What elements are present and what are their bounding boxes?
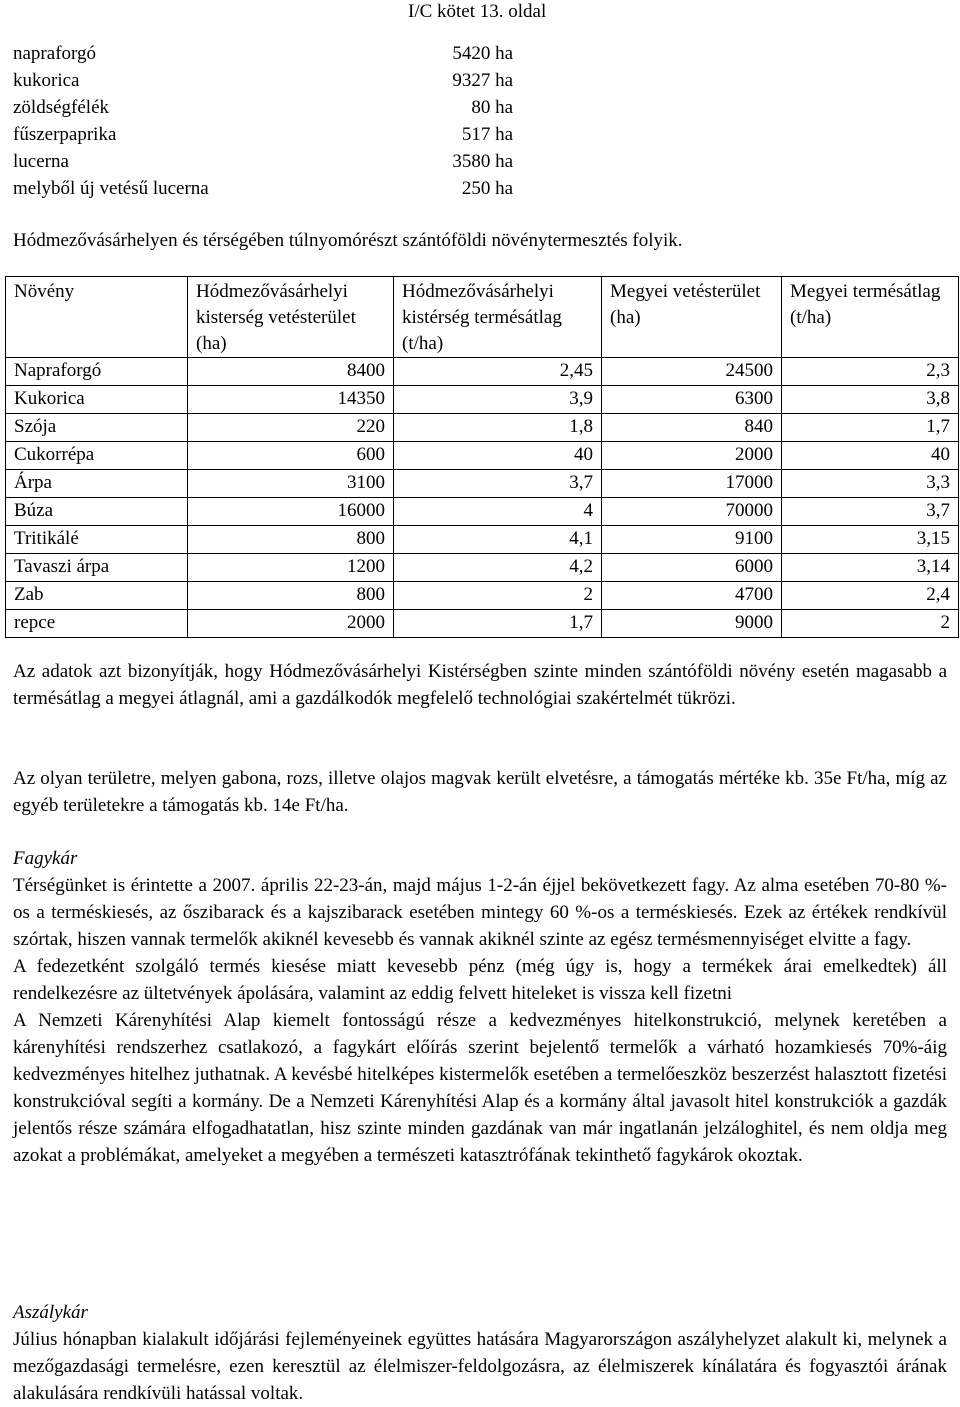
table-row [6, 414, 959, 442]
table-cell-value: 600 [188, 442, 394, 470]
table-cell-value: 800 [188, 526, 394, 554]
table-cell-value: 2 [394, 582, 602, 610]
section-aszalykar [13, 1299, 947, 1407]
crop-area-row [13, 121, 513, 148]
crop-area-name: melyből új vetésű lucerna [13, 178, 209, 199]
table-cell-value: 1200 [188, 554, 394, 582]
crop-area-value: 9327 ha [452, 70, 513, 91]
table-header-row [6, 277, 959, 358]
fagykar-paragraph-3: A Nemzeti Kárenyhítési Alap kiemelt fontosságú része a kedvezményes hitelkonstrukció, melynek keretében a kárenyhítési rendszerhez csatlakozó, a fagykárt előírás szerint bejelentő termelők a várható hozamkiesés 70%-áig kedvezményes hitelhez juthatnak. A kevésbé hitelképes kistermelők esetében a termelőeszköz beszerzést halasztott fizetési konstrukcióval segíti a kormány. De a Nemzeti Kárenyhítési Alap és a kormány által javasolt hitel konstrukciók a gazdák jelentős része számára elfogadhatatlan, hisz szinte minden gazdának van már ingatlanán jelzáloghitel, és nem oldja meg azokat a problémákat, amelyeket a megyében a természeti katasztrófának tekinthető fagykárok okoztak. [13, 1010, 947, 1166]
table-row [6, 470, 959, 498]
crop-area-value: 3580 ha [452, 151, 513, 172]
table-cell-value: 6300 [602, 386, 782, 414]
header-crop: Növény [6, 277, 188, 358]
table-cell-crop: Szója [6, 414, 188, 442]
table-cell-value: 24500 [602, 358, 782, 386]
table-cell-crop: Tavaszi árpa [6, 554, 188, 582]
table-cell-value: 14350 [188, 386, 394, 414]
table-cell-crop: Búza [6, 498, 188, 526]
heading-aszalykar: Aszálykár [13, 1302, 88, 1323]
table-cell-value: 1,7 [394, 610, 602, 638]
crop-area-row [13, 148, 513, 175]
table-cell-value: 220 [188, 414, 394, 442]
table-cell-crop: Árpa [6, 470, 188, 498]
section-fagykar [13, 845, 947, 1169]
page-header: I/C kötet 13. oldal [408, 1, 547, 22]
table-cell-value: 3,9 [394, 386, 602, 414]
table-cell-value: 4700 [602, 582, 782, 610]
crop-area-row [13, 67, 513, 94]
table-cell-value: 9100 [602, 526, 782, 554]
table-cell-value: 2 [782, 610, 959, 638]
crop-area-name: lucerna [13, 151, 69, 172]
table-cell-value: 2,4 [782, 582, 959, 610]
paragraph-data-summary: Az adatok azt bizonyítják, hogy Hódmezővásárhelyi Kistérségben szinte minden szántóföldi növény esetén magasabb a termésátlag a megyei átlagnál, ami a gazdálkodók megfelelő technológiai szakértelmét tükrözi. [13, 661, 947, 709]
table-row [6, 554, 959, 582]
crop-yield-table [5, 276, 959, 638]
fagykar-paragraph-2: A fedezetként szolgáló termés kiesése miatt kevesebb pénz (még úgy is, hogy a termékek árai emelkedtek) áll rendelkezésre az ültetvények ápolására, valamint az eddig felvett hiteleket is vissza kell fizetni [13, 956, 947, 1004]
table-cell-value: 2,3 [782, 358, 959, 386]
crop-area-name: fűszerpaprika [13, 124, 117, 145]
header-local-yield: Hódmezővásárhelyi kistérség termésátlag (t/ha) [394, 277, 602, 358]
table-cell-value: 9000 [602, 610, 782, 638]
table-cell-value: 3,14 [782, 554, 959, 582]
header-county-yield: Megyei termésátlag (t/ha) [782, 277, 959, 358]
table-cell-value: 8400 [188, 358, 394, 386]
heading-fagykar: Fagykár [13, 848, 78, 869]
crop-area-row [13, 175, 513, 202]
crop-area-value: 517 ha [461, 124, 513, 145]
table-cell-value: 6000 [602, 554, 782, 582]
table-cell-crop: Cukorrépa [6, 442, 188, 470]
table-cell-value: 2,45 [394, 358, 602, 386]
table-cell-value: 40 [782, 442, 959, 470]
table-cell-crop: Napraforgó [6, 358, 188, 386]
table-cell-value: 3,8 [782, 386, 959, 414]
crop-area-row [13, 40, 513, 67]
table-cell-value: 17000 [602, 470, 782, 498]
header-local-area: Hódmezővásárhelyi kisterség vetésterület (ha) [188, 277, 394, 358]
table-cell-crop: repce [6, 610, 188, 638]
table-cell-value: 3,15 [782, 526, 959, 554]
table-cell-value: 3,7 [394, 470, 602, 498]
table-cell-value: 4,1 [394, 526, 602, 554]
table-cell-value: 3100 [188, 470, 394, 498]
table-row [6, 442, 959, 470]
paragraph-subsidy: Az olyan területre, melyen gabona, rozs, illetve olajos magvak került elvetésre, a támogatás mértéke kb. 35e Ft/ha, míg az egyéb területekre a támogatás kb. 14e Ft/ha. [13, 768, 947, 816]
table-cell-value: 70000 [602, 498, 782, 526]
table-cell-value: 16000 [188, 498, 394, 526]
header-county-area: Megyei vetésterület (ha) [602, 277, 782, 358]
table-cell-value: 40 [394, 442, 602, 470]
crop-area-name: kukorica [13, 70, 80, 91]
intro-sentence: Hódmezővásárhelyen és térségében túlnyomórészt szántóföldi növénytermesztés folyik. [13, 230, 683, 251]
table-cell-value: 1,7 [782, 414, 959, 442]
aszalykar-paragraph-1: Július hónapban kialakult időjárási fejleményeinek együttes hatására Magyarországon aszályhelyzet alakult ki, melynek a mezőgazdasági termelésre, ezen keresztül az élelmiszer-feldolgozásra, az élelmiszerek kínálatára és fogyasztói árának alakulására rendkívüli hatással voltak. [13, 1329, 947, 1404]
table-row [6, 386, 959, 414]
crop-area-value: 250 ha [461, 178, 513, 199]
table-cell-value: 840 [602, 414, 782, 442]
fagykar-paragraph-1: Térségünket is érintette a 2007. április 22-23-án, majd május 1-2-án éjjel bekövetkezett fagy. Az alma esetében 70-80 %-os a terméskiesés, az őszibarack és a kajszibarack esetében mintegy 60 %-os a terméskiesés. Ezek az értékek rendkívül szórtak, hiszen vannak termelők akiknél kevesebb és vannak akiknél szinte az egész termésmennyiséget elvitte a fagy. [13, 875, 947, 950]
table-row [6, 358, 959, 386]
table-cell-crop: Tritikálé [6, 526, 188, 554]
table-cell-crop: Kukorica [6, 386, 188, 414]
table-row [6, 498, 959, 526]
table-cell-crop: Zab [6, 582, 188, 610]
table-cell-value: 1,8 [394, 414, 602, 442]
table-cell-value: 4,2 [394, 554, 602, 582]
table-cell-value: 4 [394, 498, 602, 526]
table-cell-value: 3,7 [782, 498, 959, 526]
table-cell-value: 2000 [188, 610, 394, 638]
table-cell-value: 800 [188, 582, 394, 610]
table-cell-value: 2000 [602, 442, 782, 470]
table-cell-value: 3,3 [782, 470, 959, 498]
crop-area-list [13, 40, 513, 202]
crop-area-name: zöldségfélék [13, 97, 110, 118]
table-row [6, 610, 959, 638]
crop-area-name: napraforgó [13, 43, 97, 64]
crop-area-row [13, 94, 513, 121]
crop-area-value: 5420 ha [452, 43, 513, 64]
table-row [6, 526, 959, 554]
crop-area-value: 80 ha [471, 97, 513, 118]
table-row [6, 582, 959, 610]
